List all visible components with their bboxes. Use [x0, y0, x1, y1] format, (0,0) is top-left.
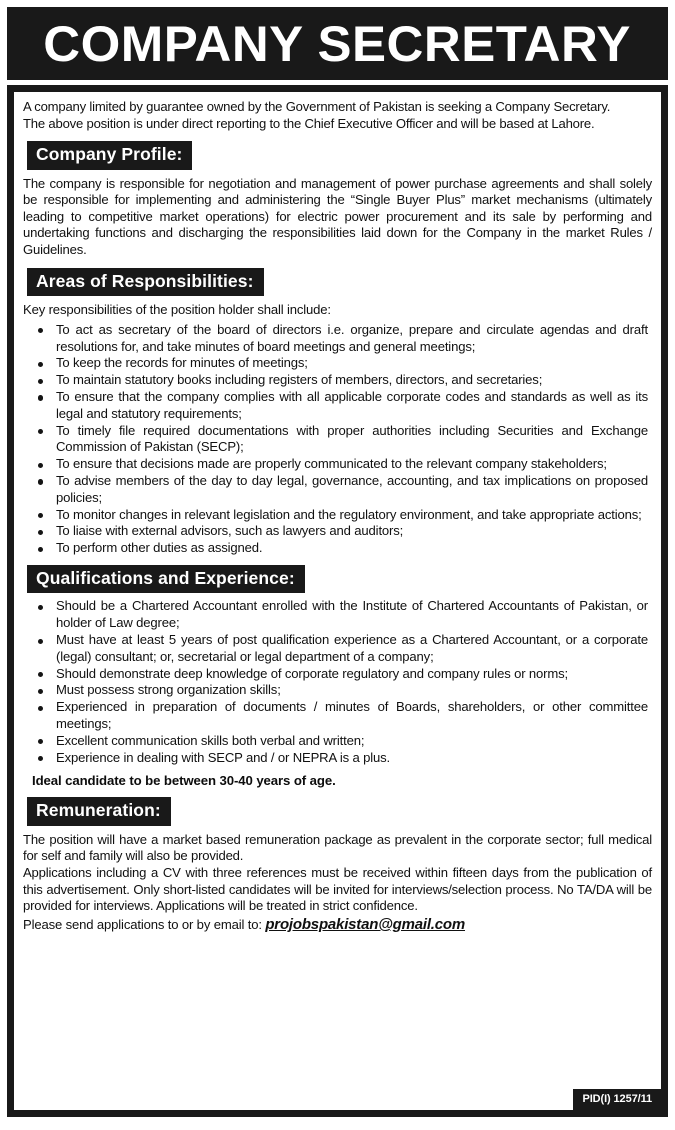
- qualifications-list: [23, 598, 652, 766]
- list-item: Experience in dealing with SECP and / or NEPRA is a plus.: [23, 750, 648, 767]
- section-heading-responsibilities: Areas of Responsibilities:: [27, 268, 264, 297]
- responsibilities-intro: Key responsibilities of the position holder shall include:: [23, 302, 331, 318]
- page-title: COMPANY SECRETARY: [43, 15, 632, 72]
- list-item: Should be a Chartered Accountant enrolled with the Institute of Chartered Accountants of Pakistan, or holder of Law degree;: [23, 598, 648, 632]
- list-item: Must possess strong organization skills;: [23, 682, 648, 699]
- send-prefix-label: Please send applications to or by email to:: [23, 916, 262, 932]
- advertisement-body: [14, 92, 661, 1110]
- responsibilities-list: [23, 322, 652, 557]
- intro-line-2: The above position is under direct reporting to the Chief Executive Officer and will be based at Lahore.: [23, 115, 595, 131]
- age-requirement-note: Ideal candidate to be between 30-40 years of age.: [32, 773, 336, 789]
- list-item: To perform other duties as assigned.: [23, 540, 648, 557]
- list-item: To keep the records for minutes of meetings;: [23, 355, 648, 372]
- pid-badge: PID(I) 1257/11: [573, 1089, 661, 1110]
- responsibilities-heading-wrap: [27, 268, 652, 297]
- list-item: To ensure that the company complies with all applicable corporate codes and standards as well as its legal and statutory requirements;: [23, 389, 648, 423]
- list-item: To act as secretary of the board of directors i.e. organize, prepare and circulate agendas and draft resolutions for, and take minutes of board meetings and general meetings;: [23, 322, 648, 356]
- section-heading-qualifications: Qualifications and Experience:: [27, 565, 305, 594]
- list-item: To monitor changes in relevant legislation and the regulatory environment, and take appropriate actions;: [23, 507, 648, 524]
- application-email[interactable]: projobspakistan@gmail.com: [265, 915, 466, 933]
- list-item: Excellent communication skills both verbal and written;: [23, 733, 648, 750]
- list-item: To ensure that decisions made are properly communicated to the relevant company stakeholders;: [23, 456, 648, 473]
- intro-block: [23, 99, 652, 132]
- list-item: Should demonstrate deep knowledge of corporate regulatory and company rules or norms;: [23, 666, 648, 683]
- list-item: To maintain statutory books including registers of members, directors, and secretaries;: [23, 372, 648, 389]
- list-item: To advise members of the day to day legal, governance, accounting, and tax implications on proposed policies;: [23, 473, 648, 507]
- application-instructions: Applications including a CV with three references must be received within fifteen days from the publication of this advertisement. Only short-listed candidates will be invited for interviews/selection process. No TA/DA will be provided for interviews. Applications will be treated in strict confidence.: [23, 865, 652, 914]
- advertisement-body-frame: [7, 85, 668, 1117]
- remuneration-heading-wrap: [27, 797, 652, 826]
- list-item: To liaise with external advisors, such as lawyers and auditors;: [23, 523, 648, 540]
- advertisement-title-band: [7, 7, 668, 80]
- list-item: To timely file required documentations with proper authorities including Securities and Exchange Commission of Pakistan (SECP);: [23, 423, 648, 457]
- intro-line-1: A company limited by guarantee owned by the Government of Pakistan is seeking a Company Secretary.: [23, 99, 611, 114]
- remuneration-body: The position will have a market based remuneration package as prevalent in the corporate sector; full medical for self and family will also be provided.: [23, 831, 652, 864]
- company-profile-heading-wrap: [27, 141, 652, 170]
- application-send-line: [23, 916, 652, 933]
- qualifications-heading-wrap: [27, 565, 652, 594]
- list-item: Experienced in preparation of documents / minutes of Boards, shareholders, or other committee meetings;: [23, 699, 648, 733]
- remuneration-block: [23, 832, 652, 933]
- section-heading-remuneration: Remuneration:: [27, 797, 171, 826]
- company-profile-body: The company is responsible for negotiation and management of power purchase agreements and shall solely be responsible for implementing and administering the “Single Buyer Plus” market mechanisms (ultimately leading to competitive market operations) for electric power procurement and its sale by performing and undertaking functions and discharging the responsibilities laid down for the Company in the market Rules / Guidelines.: [23, 175, 652, 258]
- list-item: Must have at least 5 years of post qualification experience as a Chartered Accountant, or a corporate (legal) consultant; or, secretarial or legal department of a company;: [23, 632, 648, 666]
- section-heading-company-profile: Company Profile:: [27, 141, 192, 170]
